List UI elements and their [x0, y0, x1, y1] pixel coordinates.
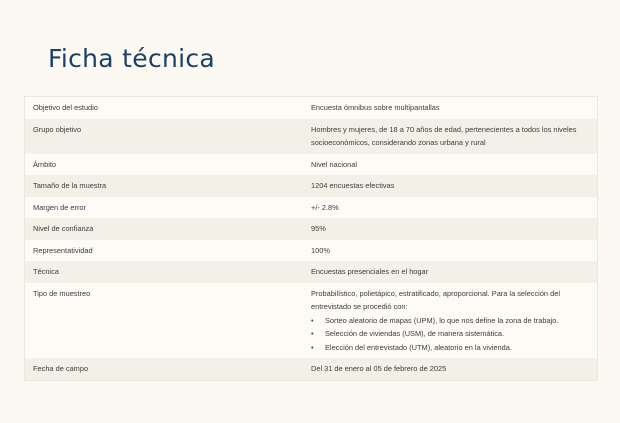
table-row: [25, 358, 597, 380]
row-value: Encuestas presenciales en el hogar: [311, 267, 429, 276]
row-value: +/- 2.8%: [311, 202, 339, 212]
table-row: [25, 175, 597, 197]
row-value: 100%: [311, 245, 330, 255]
table-row: [25, 154, 597, 176]
sampling-steps-list: [311, 314, 589, 355]
row-label: Fecha de campo: [33, 364, 89, 373]
table-row: [25, 97, 597, 119]
technical-sheet-table: [24, 96, 598, 381]
row-value: Encuesta ómnibus sobre multipantallas: [311, 103, 440, 112]
row-value: Probabilístico, polietápico, estratificado, aproporcional. Para la selección del entrevistado se procedió con:: [311, 288, 560, 311]
row-value: Del 31 de enero al 05 de febrero de 2025: [311, 364, 447, 373]
row-label: Nivel de confianza: [33, 224, 94, 233]
row-label: Técnica: [33, 267, 59, 276]
page-title: Ficha técnica: [48, 44, 216, 73]
table-row: [25, 218, 597, 240]
row-label: Ámbito: [33, 159, 57, 169]
row-label: Grupo objetivo: [33, 124, 82, 134]
row-label: Tamaño de la muestra: [33, 181, 107, 190]
row-label: Objetivo del estudio: [33, 103, 98, 112]
row-value: 1204 encuestas efectivas: [311, 181, 395, 190]
list-item: • Elección del entrevistado (UTM), aleatorio en la vivienda.: [311, 341, 589, 355]
table-row: [25, 119, 597, 154]
row-value: Hombres y mujeres, de 18 a 70 años de edad, pertenecientes a todos los niveles socioeconómicos, considerando zonas urbana y rural: [311, 124, 577, 147]
row-label: Tipo de muestreo: [33, 288, 91, 298]
row-label: Representatividad: [33, 245, 93, 255]
table-row: [25, 261, 597, 283]
row-value: 95%: [311, 224, 326, 233]
list-item: • Selección de viviendas (USM), de manera sistemática.: [311, 327, 589, 341]
row-value-block: [311, 283, 597, 359]
list-item: • Sorteo aleatorio de mapas (UPM), lo que nos define la zona de trabajo.: [311, 314, 589, 328]
row-value: Nivel nacional: [311, 159, 358, 169]
row-label: Margen de error: [33, 202, 86, 212]
table-row: [25, 283, 597, 359]
table-row: [25, 197, 597, 219]
table-row: [25, 240, 597, 262]
